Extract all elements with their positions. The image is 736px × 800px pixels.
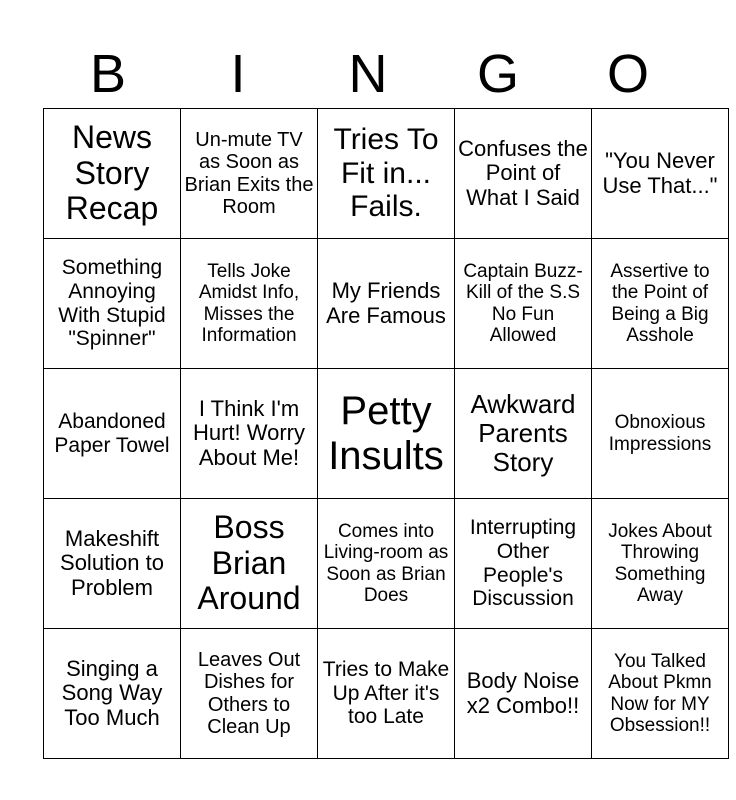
bingo-cell[interactable]: Abandoned Paper Towel	[44, 369, 181, 499]
bingo-cell[interactable]: "You Never Use That..."	[592, 109, 729, 239]
board-row	[44, 109, 729, 239]
bingo-cell[interactable]: Obnoxious Impressions	[592, 369, 729, 499]
board-row	[44, 239, 729, 369]
board-row	[44, 629, 729, 759]
bingo-cell[interactable]: Interrupting Other People's Discussion	[455, 499, 592, 629]
bingo-cell[interactable]: Leaves Out Dishes for Others to Clean Up	[181, 629, 318, 759]
bingo-cell-free[interactable]: Petty Insults	[318, 369, 455, 499]
bingo-cell[interactable]: I Think I'm Hurt! Worry About Me!	[181, 369, 318, 499]
bingo-cell[interactable]: Singing a Song Way Too Much	[44, 629, 181, 759]
bingo-cell[interactable]: News Story Recap	[44, 109, 181, 239]
bingo-board	[43, 108, 729, 759]
bingo-cell[interactable]: Comes into Living-room as Soon as Brian Does	[318, 499, 455, 629]
bingo-cell[interactable]: Tries to Make Up After it's too Late	[318, 629, 455, 759]
bingo-cell[interactable]: Body Noise x2 Combo!!	[455, 629, 592, 759]
bingo-cell[interactable]: Tells Joke Amidst Info, Misses the Information	[181, 239, 318, 369]
bingo-cell[interactable]: Assertive to the Point of Being a Big Asshole	[592, 239, 729, 369]
bingo-cell[interactable]: Jokes About Throwing Something Away	[592, 499, 729, 629]
bingo-cell[interactable]: Boss Brian Around	[181, 499, 318, 629]
bingo-cell[interactable]: Awkward Parents Story	[455, 369, 592, 499]
bingo-cell[interactable]: Tries To Fit in... Fails.	[318, 109, 455, 239]
header-letter-n: N	[348, 44, 388, 104]
header-letter-b: B	[89, 44, 127, 104]
bingo-cell[interactable]: You Talked About Pkmn Now for MY Obsession!!	[592, 629, 729, 759]
bingo-cell[interactable]: Makeshift Solution to Problem	[44, 499, 181, 629]
bingo-cell[interactable]: My Friends Are Famous	[318, 239, 455, 369]
header-letter-g: G	[476, 44, 519, 104]
bingo-cell[interactable]: Confuses the Point of What I Said	[455, 109, 592, 239]
header-letter-o: O	[606, 44, 649, 104]
bingo-cell[interactable]: Un-mute TV as Soon as Brian Exits the Room	[181, 109, 318, 239]
board-row	[44, 499, 729, 629]
bingo-cell[interactable]: Something Annoying With Stupid "Spinner"	[44, 239, 181, 369]
board-row	[44, 369, 729, 499]
bingo-cell[interactable]: Captain Buzz-Kill of the S.S No Fun Allowed	[455, 239, 592, 369]
header-letter-i: I	[230, 44, 246, 104]
bingo-header	[43, 42, 693, 106]
